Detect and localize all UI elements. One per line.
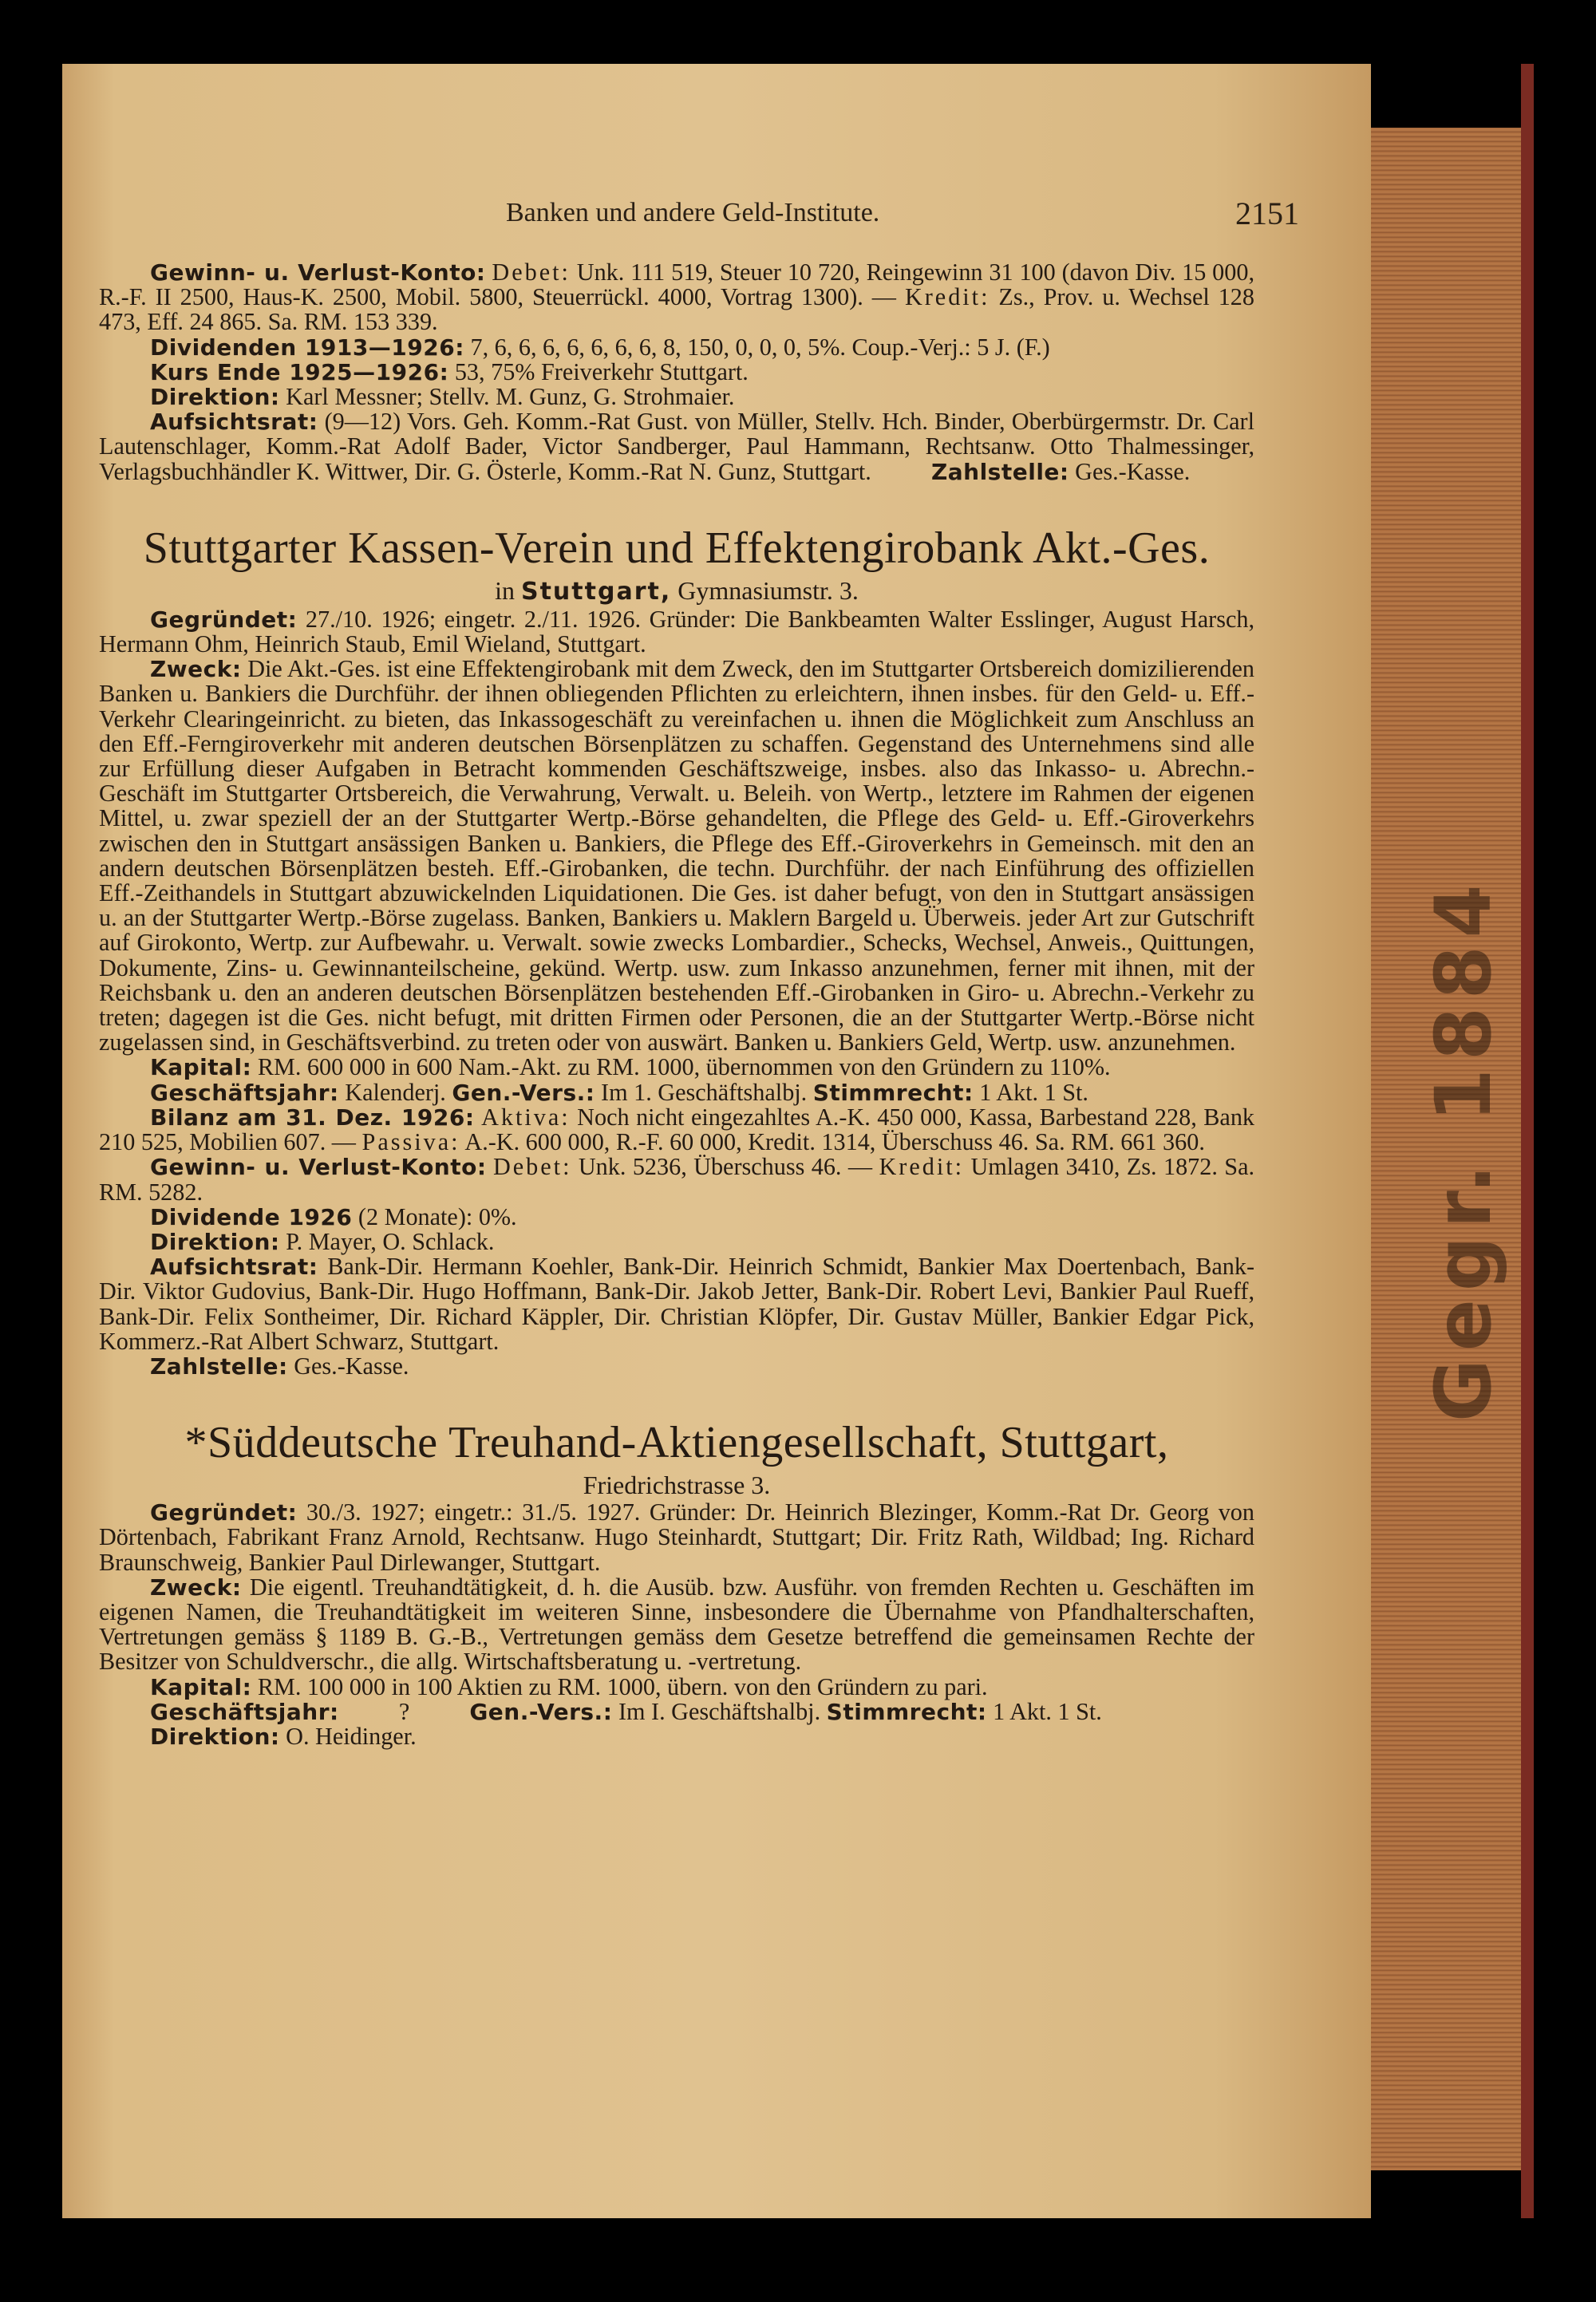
label: Gegründet: <box>150 606 298 633</box>
value: Kalenderj. <box>345 1078 446 1106</box>
label: Stimmrecht: <box>826 1698 987 1725</box>
entry-dividende <box>99 1202 1254 1230</box>
section-location <box>99 575 1254 607</box>
label: Debet: <box>492 259 571 286</box>
entry-bilanz <box>99 1105 1254 1155</box>
value: Karl Messner; Stellv. M. Gunz, G. Strohmaier. <box>286 383 735 411</box>
page-content <box>99 260 1254 2183</box>
entry-direktion <box>99 385 1254 409</box>
value: Die eigentl. Treuhandtätigkeit, d. h. die Ausüb. bzw. Ausführ. von fremden Rechten u. Geschäften im eigenen Namen, die Treuhandtätigkeit im weiteren Sinne, insbesondere die Übernahme von Pfandhalterschaften, Vertretungen gemäss § 1189 B. G.-B., Vertretungen gemäss dem Gesetze betreffend die gemeinsamen Rechte der Besitzer von Schuldverschr., die allg. Wirtschaftsberatung u. -vertretung. <box>99 1573 1254 1676</box>
label: Kredit: <box>904 283 990 311</box>
value: Ges.-Kasse. <box>1075 457 1191 485</box>
value: (9—12) Vors. Geh. Komm.-Rat Gust. von Müller, Stellv. Hch. Binder, Oberbürgermstr. Dr. Carl Lautenschlager, Komm.-Rat Adolf Bader, Victor Sandberger, Paul Hammann, Rechtsanw. Otto Thalmessinger, Verlagsbuchhändler K. Wittwer, Dir. G. Österle, Komm.-Rat N. Gunz, Stuttgart. <box>99 408 1255 485</box>
value: Noch nicht eingezahltes A.-K. 450 000, Kassa, Barbestand 228, Bank 210 525, Mobilien 607. — <box>99 1103 1255 1156</box>
entry-geschaeftsjahr <box>99 1080 1254 1105</box>
value: Bank-Dir. Hermann Koehler, Bank-Dir. Heinrich Schmidt, Bankier Max Doertenbach, Bank-Dir. Viktor Gudovius, Bank-Dir. Hugo Hoffmann, Bank-Dir. Jakob Jetter, Bank-Dir. Robert Levi, Bankier Paul Rueff, Bank-Dir. Felix Sontheimer, Dir. Richard Käppler, Dir. Christian Klöpfer, Dir. Gustav Müller, Bankier Edgar Pick, Kommerz.-Rat Albert Schwarz, Stuttgart. <box>99 1253 1255 1355</box>
edge-stamp: Gegr. 1884 <box>1419 876 1508 1422</box>
section-continued <box>99 260 1254 484</box>
value: A.-K. 600 000, R.-F. 60 000, Kredit. 1314, Überschuss 46. Sa. RM. 661 360. <box>464 1128 1205 1156</box>
label: Aufsichtsrat: <box>150 1254 318 1281</box>
entry-geschaeftsjahr <box>99 1697 1254 1725</box>
value: Umlagen 3410, Zs. 1872. Sa. RM. 5282. <box>99 1153 1255 1206</box>
section-treuhand <box>99 1416 1254 1749</box>
label: Geschäftsjahr: <box>150 1698 339 1725</box>
label: Kurs Ende 1925—1926: <box>150 358 449 385</box>
entry-kapital <box>99 1672 1254 1700</box>
section-address: Friedrichstrasse 3. <box>583 1471 771 1500</box>
value: Unk. 111 519, Steuer 10 720, Reingewinn 31 100 (davon Div. 15 000, R.-F. II 2500, Haus-K. 2500, Mobil. 5800, Steuerrückl. 4000, Vortrag 1300). — <box>99 259 1255 311</box>
label: Dividende 1926 <box>150 1203 353 1230</box>
entry-kurs <box>99 357 1254 385</box>
entry-zweck <box>99 657 1254 1055</box>
value: 7, 6, 6, 6, 6, 6, 6, 6, 8, 150, 0, 0, 0, 5%. Coup.-Verj.: 5 J. (F.) <box>470 333 1050 361</box>
value: Zs., Prov. u. Wechsel 128 473, Eff. 24 865. Sa. RM. 153 339. <box>99 283 1254 336</box>
value: Im 1. Geschäftshalbj. <box>601 1078 808 1106</box>
entry-dividenden <box>99 335 1254 360</box>
label: Geschäftsjahr: <box>150 1079 339 1106</box>
label: Stimmrecht: <box>812 1079 974 1106</box>
section-heading: Stuttgarter Kassen-Verein und Effektengirobank Akt.-Ges. <box>143 523 1211 573</box>
book-spine <box>1521 64 1534 2218</box>
value: ? <box>398 1697 410 1725</box>
label: Gen.-Vers.: <box>452 1079 595 1106</box>
label: Direktion: <box>150 1228 280 1255</box>
value: 30./3. 1927; eingetr.: 31./5. 1927. Gründer: Dr. Heinrich Blezinger, Komm.-Rat Dr. Georg von Dörtenbach, Fabrikant Franz Arnold, Rechtsanw. Hugo Steinhardt, Stuttgart; Dir. Fritz Rath, Wildbad; Ing. Richard Braunschweig, Bankier Paul Dirlewanger, Stuttgart. <box>99 1498 1254 1576</box>
section-heading: *Süddeutsche Treuhand-Aktiengesellschaft, Stuttgart, <box>184 1418 1169 1468</box>
entry-zweck <box>99 1575 1254 1675</box>
label: Passiva: <box>361 1128 460 1156</box>
label: Gewinn- u. Verlust-Konto: <box>150 259 486 286</box>
value: Im I. Geschäftshalbj. <box>618 1697 821 1725</box>
location-city: Stuttgart, <box>520 577 672 606</box>
entry-gewinn <box>99 260 1254 335</box>
label: Debet: <box>492 1153 572 1181</box>
label: Aufsichtsrat: <box>150 409 318 436</box>
value: 1 Akt. 1 St. <box>993 1697 1102 1725</box>
value: Ges.-Kasse. <box>294 1352 409 1380</box>
label: Zahlstelle: <box>930 458 1069 485</box>
label: Dividenden 1913—1926: <box>150 334 464 361</box>
label: Aktiva: <box>481 1103 571 1131</box>
entry-direktion <box>99 1227 1254 1255</box>
location-address: Gymnasiumstr. 3. <box>678 575 859 605</box>
running-title: Banken und andere Geld-Institute. <box>506 198 880 227</box>
label: Zahlstelle: <box>150 1352 288 1380</box>
entry-aufsichtsrat <box>99 1254 1254 1354</box>
value: Unk. 5236, Überschuss 46. — <box>578 1153 873 1181</box>
value: O. Heidinger. <box>286 1722 417 1750</box>
label: Kredit: <box>879 1153 965 1181</box>
label: Direktion: <box>150 1723 280 1750</box>
label: Gen.-Vers.: <box>469 1698 613 1725</box>
label: Zweck: <box>150 656 242 683</box>
label: Gewinn- u. Verlust-Konto: <box>150 1154 487 1181</box>
entry-gegruendet <box>99 1500 1254 1575</box>
value: RM. 600 000 in 600 Nam.-Akt. zu RM. 1000, übernommen von den Gründern zu 110%. <box>257 1053 1111 1081</box>
entry-gewinn <box>99 1155 1254 1204</box>
value: (2 Monate): 0%. <box>358 1202 517 1230</box>
label: Gegründet: <box>150 1499 298 1526</box>
value: RM. 100 000 in 100 Aktien zu RM. 1000, übern. von den Gründern zu pari. <box>257 1672 988 1700</box>
location-prefix: in <box>495 575 515 605</box>
label: Zweck: <box>150 1573 242 1601</box>
value: Die Akt.-Ges. ist eine Effektengirobank mit dem Zweck, den im Stuttgarter Ortsbereich domizilierenden Banken u. Bankiers die Durchführ. der ihnen obliegenden Pflichten zu erleichtern, ihnen insbes. für den Geld- u. Eff.-Verkehr Clearingeinricht. zu bieten, das Inkassogeschäft zu vereinfachen u. ihnen die Möglichkeit zum Anschluss an den Eff.-Ferngiroverkehr mit anderen deutschen Börsenplätzen zu schaffen. Gegenstand des Unternehmens sind alle zur Erfüllung dieser Aufgaben in Betracht kommenden Geschäftszweige, insbes. also das Inkasso- u. Abrechn.-Geschäft im Stuttgarter Ortsbereich, die Verwahrung, Verwalt. u. Beleih. von Wertp., letztere im Rahmen der eigenen Mittel, u. zwar speziell der an der Stuttgarter Wertp.-Börse gehandelten, die Pflege des Geld- u. Eff.-Giroverkehrs zwischen den in Stuttgart ansässigen Banken u. Bankiers, die Pflege des Eff.-Giroverkehrs in Gemeinsch. mit den an andern deutschen Börsenplätzen besteh. Eff.-Girobanken, die techn. Durchführ. der nach Einführung des offiziellen Eff.-Zeithandels in Stuttgart abzuwickelnden Liquidationen. Die Ges. ist daher befugt, von den in Stuttgart ansässigen u. an der Stuttgarter Wertp.-Börse zugelass. Banken, Bankiers u. Maklern Bargeld u. Überweis. jeder Art zur Gutschrift auf Girokonto, Wertp. zur Aufbewahr. u. Verwalt. sowie zwecks Lombardier., Schecks, Wechsel, Anweis., Quittungen, Dokumente, Zins- u. Gewinnanteilscheine, gekünd. Wertp. usw. zum Inkasso anzunehmen, ferner mit ihnen, mit der Reichsbank u. den an anderen deutschen Börsenplätzen bestehenden Eff.-Girobanken in Giro- u. Abrechn.-Verkehr zu treten; dagegen ist die Ges. nicht befugt, mit dritten Firmen oder Personen, die an der Stuttgarter Wertp.-Börse nicht zugelassen sind, in Geschäftsverbind. zu treten oder von auswärt. Banken u. Bankiers Geld, Wertp. usw. anzunehmen. <box>99 655 1254 1056</box>
value: 53, 75% Freiverkehr Stuttgart. <box>454 357 749 385</box>
section-kassen-verein <box>99 521 1254 1379</box>
running-head <box>442 195 1320 238</box>
value: 1 Akt. 1 St. <box>979 1078 1088 1106</box>
entry-direktion <box>99 1724 1254 1749</box>
value: 27./10. 1926; eingetr. 2./11. 1926. Gründer: Die Bankbeamten Walter Esslinger, August Harsch, Hermann Ohm, Heinrich Staub, Emil Wieland, Stuttgart. <box>99 605 1254 658</box>
label: Kapital: <box>150 1054 252 1081</box>
label: Kapital: <box>150 1673 252 1700</box>
value: P. Mayer, O. Schlack. <box>286 1227 495 1255</box>
entry-zahlstelle <box>99 1354 1254 1379</box>
page-number: 2151 <box>1235 195 1299 231</box>
entry-kapital <box>99 1055 1254 1080</box>
entry-gegruendet <box>99 607 1254 657</box>
entry-aufsichtsrat <box>99 409 1254 484</box>
label: Direktion: <box>150 384 280 411</box>
label: Bilanz am 31. Dez. 1926: <box>150 1104 475 1131</box>
